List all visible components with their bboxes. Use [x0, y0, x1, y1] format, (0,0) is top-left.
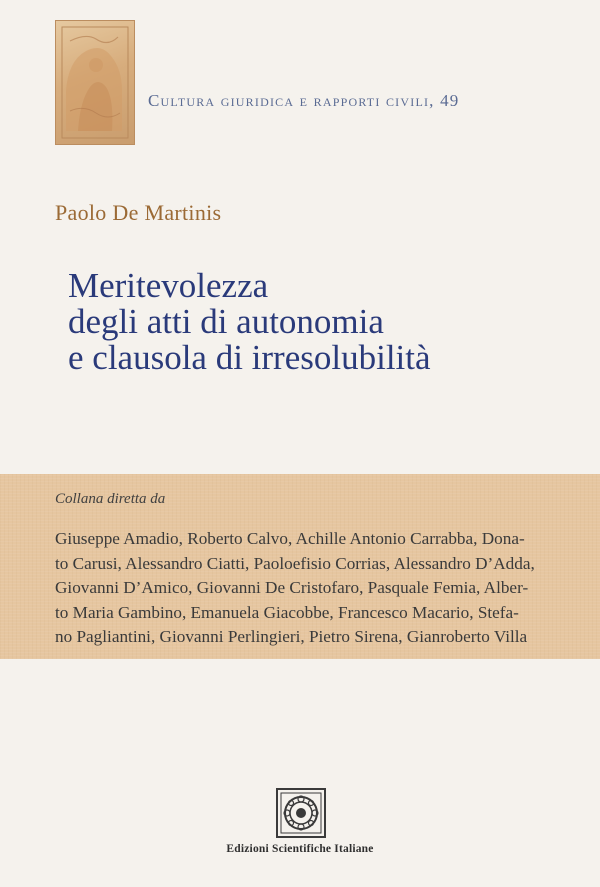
cover-artwork-thumbnail	[55, 20, 135, 145]
artwork-illustration	[56, 21, 134, 144]
editors-line: Giuseppe Amadio, Roberto Calvo, Achille Antonio Carrabba, Dona-	[55, 529, 525, 548]
book-title	[68, 268, 431, 376]
editors-line: Giovanni D’Amico, Giovanni De Cristofaro, Pasquale Femia, Alber-	[55, 578, 529, 597]
title-line: degli atti di autonomia	[68, 302, 384, 341]
editors-list	[55, 527, 555, 650]
editors-line: to Carusi, Alessandro Ciatti, Paoloefisio Corrias, Alessandro D’Adda,	[55, 553, 535, 573]
title-line: e clausola di irresolubilità	[68, 338, 431, 377]
series-title: Cultura giuridica e rapporti civili, 49	[148, 91, 460, 110]
editors-line: no Pagliantini, Giovanni Perlingieri, Pietro Sirena, Gianroberto Villa	[55, 627, 528, 646]
editors-line: to Maria Gambino, Emanuela Giacobbe, Francesco Macario, Stefa-	[55, 602, 519, 622]
publisher-logo-icon	[274, 786, 328, 840]
title-line: Meritevolezza	[68, 266, 269, 305]
collana-label: Collana diretta da	[55, 491, 166, 507]
author-name: Paolo De Martinis	[55, 200, 222, 225]
publisher-name: Edizioni Scientifiche Italiane	[226, 843, 374, 855]
